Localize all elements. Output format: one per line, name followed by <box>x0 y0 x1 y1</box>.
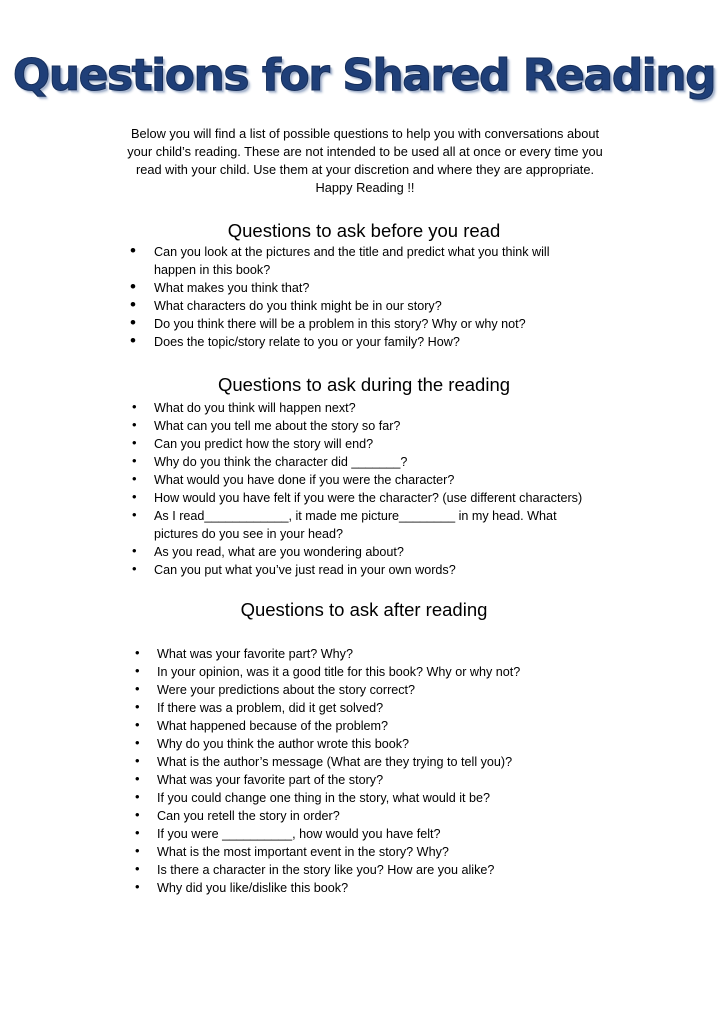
question-item <box>132 507 582 543</box>
bullet-icon: • <box>132 453 137 468</box>
question-item <box>135 645 520 663</box>
question-item <box>135 753 520 771</box>
bullet-icon: • <box>135 645 140 660</box>
question-text: What can you tell me about the story so far? <box>154 419 401 433</box>
bullet-icon: • <box>130 241 136 260</box>
question-text: happen in this book? <box>154 263 271 277</box>
bullet-icon: • <box>132 561 137 576</box>
bullet-icon: • <box>130 313 136 332</box>
question-text: pictures do you see in your head? <box>154 527 344 541</box>
bullet-icon: • <box>130 277 136 296</box>
question-text: Can you predict how the story will end? <box>154 437 374 451</box>
bullet-icon: • <box>130 295 136 314</box>
bullet-icon: • <box>132 489 137 504</box>
question-item <box>135 771 520 789</box>
bullet-icon: • <box>135 861 140 876</box>
question-text: What do you think will happen next? <box>154 401 356 415</box>
question-item <box>135 717 520 735</box>
question-text: Can you look at the pictures and the title and predict what you think will <box>154 245 550 259</box>
question-text: Were your predictions about the story correct? <box>157 683 416 697</box>
question-text: What was your favorite part of the story? <box>157 773 384 787</box>
bullet-icon: • <box>132 543 137 558</box>
page-title: Questions for Shared Reading <box>12 50 716 101</box>
bullet-icon: • <box>135 807 140 822</box>
bullet-icon: • <box>132 507 137 522</box>
before-question-list <box>130 241 550 351</box>
bullet-icon: • <box>135 753 140 768</box>
during-heading: Questions to ask during the reading <box>217 374 511 395</box>
question-text: If you were __________, how would you have felt? <box>157 827 441 841</box>
bullet-icon: • <box>130 331 136 350</box>
question-item <box>132 417 582 435</box>
question-text: What is the most important event in the story? Why? <box>157 845 449 859</box>
bullet-icon: • <box>132 399 137 414</box>
question-item <box>135 789 520 807</box>
bullet-icon: • <box>135 735 140 750</box>
intro-line: read with your child. Use them at your discretion and where they are appropriate. <box>135 162 595 177</box>
bullet-icon: • <box>135 681 140 696</box>
question-item <box>132 399 582 417</box>
question-item <box>135 843 520 861</box>
question-text: What makes you think that? <box>154 281 310 295</box>
question-text: What was your favorite part? Why? <box>157 647 353 661</box>
question-text: What would you have done if you were the character? <box>154 473 455 487</box>
question-item <box>135 825 520 843</box>
question-text: What happened because of the problem? <box>157 719 389 733</box>
before-heading: Questions to ask before you read <box>227 220 501 241</box>
question-text: Why do you think the author wrote this book? <box>157 737 410 751</box>
during-question-list <box>132 399 583 579</box>
question-text: Can you put what you’ve just read in your own words? <box>154 563 456 577</box>
question-text: Why do you think the character did _______? <box>154 455 408 469</box>
question-text: Do you think there will be a problem in this story? Why or why not? <box>154 317 526 331</box>
question-item <box>135 807 520 825</box>
question-item <box>132 561 582 579</box>
intro-paragraph <box>100 125 630 197</box>
intro-line: your child’s reading. These are not intended to be used all at once or every time you <box>127 144 603 159</box>
question-text: What is the author’s message (What are they trying to tell you)? <box>157 755 513 769</box>
question-item <box>132 453 582 471</box>
bullet-icon: • <box>135 663 140 678</box>
bullet-icon: • <box>132 471 137 486</box>
intro-line: Happy Reading !! <box>315 180 415 195</box>
question-item <box>132 435 582 453</box>
after-question-list <box>135 645 521 897</box>
question-text: Is there a character in the story like you? How are you alike? <box>157 863 495 877</box>
question-item <box>130 277 550 297</box>
question-item <box>132 489 583 507</box>
intro-line: Below you will find a list of possible questions to help you with conversations about <box>130 126 600 141</box>
question-text: In your opinion, was it a good title for this book? Why or why not? <box>157 665 521 679</box>
after-heading: Questions to ask after reading <box>240 599 488 620</box>
question-item <box>130 313 550 333</box>
question-item <box>132 471 582 489</box>
bullet-icon: • <box>135 717 140 732</box>
question-item <box>132 543 582 561</box>
bullet-icon: • <box>132 417 137 432</box>
question-text: Can you retell the story in order? <box>157 809 340 823</box>
question-text: If you could change one thing in the story, what would it be? <box>157 791 491 805</box>
question-text: As I read____________, it made me picture________ in my head. What <box>154 509 557 523</box>
question-item <box>135 861 520 879</box>
question-text: Does the topic/story relate to you or your family? How? <box>154 335 460 349</box>
bullet-icon: • <box>135 789 140 804</box>
question-item <box>135 699 520 717</box>
question-item <box>130 241 550 279</box>
question-item <box>135 681 520 699</box>
question-text: As you read, what are you wondering about? <box>154 545 404 559</box>
bullet-icon: • <box>135 699 140 714</box>
bullet-icon: • <box>135 771 140 786</box>
question-item <box>130 331 550 351</box>
question-item <box>130 295 550 315</box>
question-item <box>135 879 520 897</box>
bullet-icon: • <box>135 825 140 840</box>
question-item <box>135 735 520 753</box>
question-text: If there was a problem, did it get solved? <box>157 701 384 715</box>
question-item <box>135 663 521 681</box>
bullet-icon: • <box>135 879 140 894</box>
question-text: How would you have felt if you were the character? (use different characters) <box>154 491 583 505</box>
question-text: Why did you like/dislike this book? <box>157 881 349 895</box>
bullet-icon: • <box>132 435 137 450</box>
question-text: What characters do you think might be in our story? <box>154 299 442 313</box>
bullet-icon: • <box>135 843 140 858</box>
